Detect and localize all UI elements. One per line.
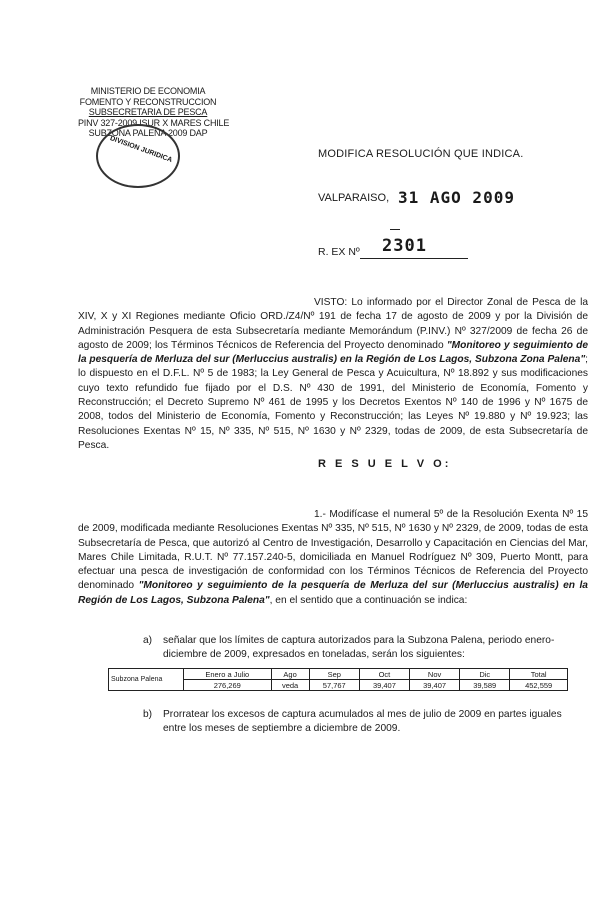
article-1-paragraph — [78, 508, 588, 608]
table-header-cell: Nov — [410, 669, 460, 680]
table-header-cell: Sep — [309, 669, 359, 680]
stamp-text: DIVISION JURIDICA — [108, 134, 174, 165]
visto-project-name: "Monitoreo y seguimiento de la pesquería de Merluza del sur (Merluccius australis) en la Región de Los Lagos, Subzona Zona Palena" — [78, 339, 588, 366]
table-value-cell: 276,269 — [184, 680, 272, 691]
visto-label: VISTO: — [314, 297, 348, 308]
table-value-cell: 39,407 — [359, 680, 409, 691]
table-value-cell: 452,559 — [510, 680, 568, 691]
number-dash — [390, 229, 400, 230]
visto-paragraph — [78, 296, 588, 453]
table-header-cell: Total — [510, 669, 568, 680]
table-header-cell: Dic — [460, 669, 510, 680]
item-a-text: señalar que los límites de captura autorizados para la Subzona Palena, periodo enero-diciembre de 2009, expresados en toneladas, serán los siguientes: — [163, 635, 555, 661]
visto-rest: ; lo dispuesto en el D.F.L. Nº 5 de 1983; la Ley General de Pesca y Acuicultura, Nº 18.892 y sus modificaciones cuyo texto refundido fue fijado por el D.S. Nº 430 de 1991, del Ministerio de Economía, Fomento y Reconstrucción; el Decreto Supremo Nº 461 de 1995 y los Decretos Exentos Nº 140 de 1996 y Nº 1675 de 2008, todos del Ministerio de Economía, Fomento y Reconstrucción; las Leyes Nº 19.880 y Nº 19.923; las Resoluciones Exentas Nº 15, Nº 335, Nº 515, Nº 1630 y Nº 2329, todas de 2009, de esta Subsecretaría de Pesca. — [78, 354, 588, 451]
table-row — [109, 669, 568, 680]
rex-label: R. EX Nº — [318, 246, 360, 258]
number-underline — [360, 258, 468, 259]
art1-text: 1.- Modifícase el numeral 5º de la Resolución Exenta Nº 15 de 2009, modificada mediante Resoluciones Exentas Nº 335, Nº 515, Nº 1630 y Nº 2329, de 2009, todas de esta Subsecretaría de Pesca, que autorizó al Centro de Investigación, Desarrollo y Capacitación en Ciencias del Mar, Mares Chile Limitada, R.U.T. Nº 77.157.240-5, domiciliada en Manuel Rodríguez Nº 309, Puerto Montt, para efectuar una pesca de investigación de conformidad con los Términos Técnicos de Referencia del Proyecto denominado — [78, 509, 588, 592]
item-b-label: b) — [143, 709, 153, 720]
table-value-cell: 39,589 — [460, 680, 510, 691]
document-title: MODIFICA RESOLUCIÓN QUE INDICA. — [318, 148, 524, 160]
table-header-cell: Enero a Julio — [184, 669, 272, 680]
item-b-text: Prorratear los excesos de captura acumulados al mes de julio de 2009 en partes iguales entre los meses de septiembre a diciembre de 2009. — [163, 709, 562, 735]
table-header-cell: Oct — [359, 669, 409, 680]
art1-project-name: "Monitoreo y seguimiento de la pesquería de Merluza del sur (Merluccius australis) en la Región de Los Lagos, Subzona Palena" — [78, 580, 588, 606]
table-header-cell: Ago — [271, 669, 309, 680]
header-line-1: MINISTERIO DE ECONOMIA — [90, 86, 206, 96]
header-line-5: SUBZONA PALENA 2009 DAP — [88, 128, 208, 138]
table-value-cell: 57,767 — [309, 680, 359, 691]
resolution-number: 2301 — [382, 236, 427, 256]
header-line-3: SUBSECRETARIA DE PESCA — [88, 107, 208, 117]
date-stamp: 31 AGO 2009 — [398, 188, 515, 207]
header-line-4: PINV 327-2009 ISUR X MARES CHILE — [78, 117, 230, 128]
row-label-cell: Subzona Palena — [109, 669, 184, 691]
visto-text: Lo informado por el Director Zonal de Pesca de la XIV, X y XI Regiones mediante Oficio ORD./Z4/Nº 191 de fecha 17 de agosto de 2009 y por la División de Administración Pesquera de esta Subsecretaría mediante Memorándum (P.INV.) Nº 327/2009 de fecha 26 de agosto de 2009; los Términos Técnicos de Referencia del Proyecto denominado — [78, 297, 588, 351]
art1-rest: , en el sentido que a continuación se indica: — [269, 594, 468, 606]
catch-limits-table — [108, 668, 568, 691]
header-line-2: FOMENTO Y RECONSTRUCCION — [79, 96, 217, 107]
item-a-label: a) — [143, 635, 153, 646]
place-label: VALPARAISO, — [318, 192, 390, 204]
table-value-cell: 39,407 — [410, 680, 460, 691]
resuelvo-heading: R E S U E L V O: — [318, 458, 452, 470]
table-value-cell: veda — [271, 680, 309, 691]
